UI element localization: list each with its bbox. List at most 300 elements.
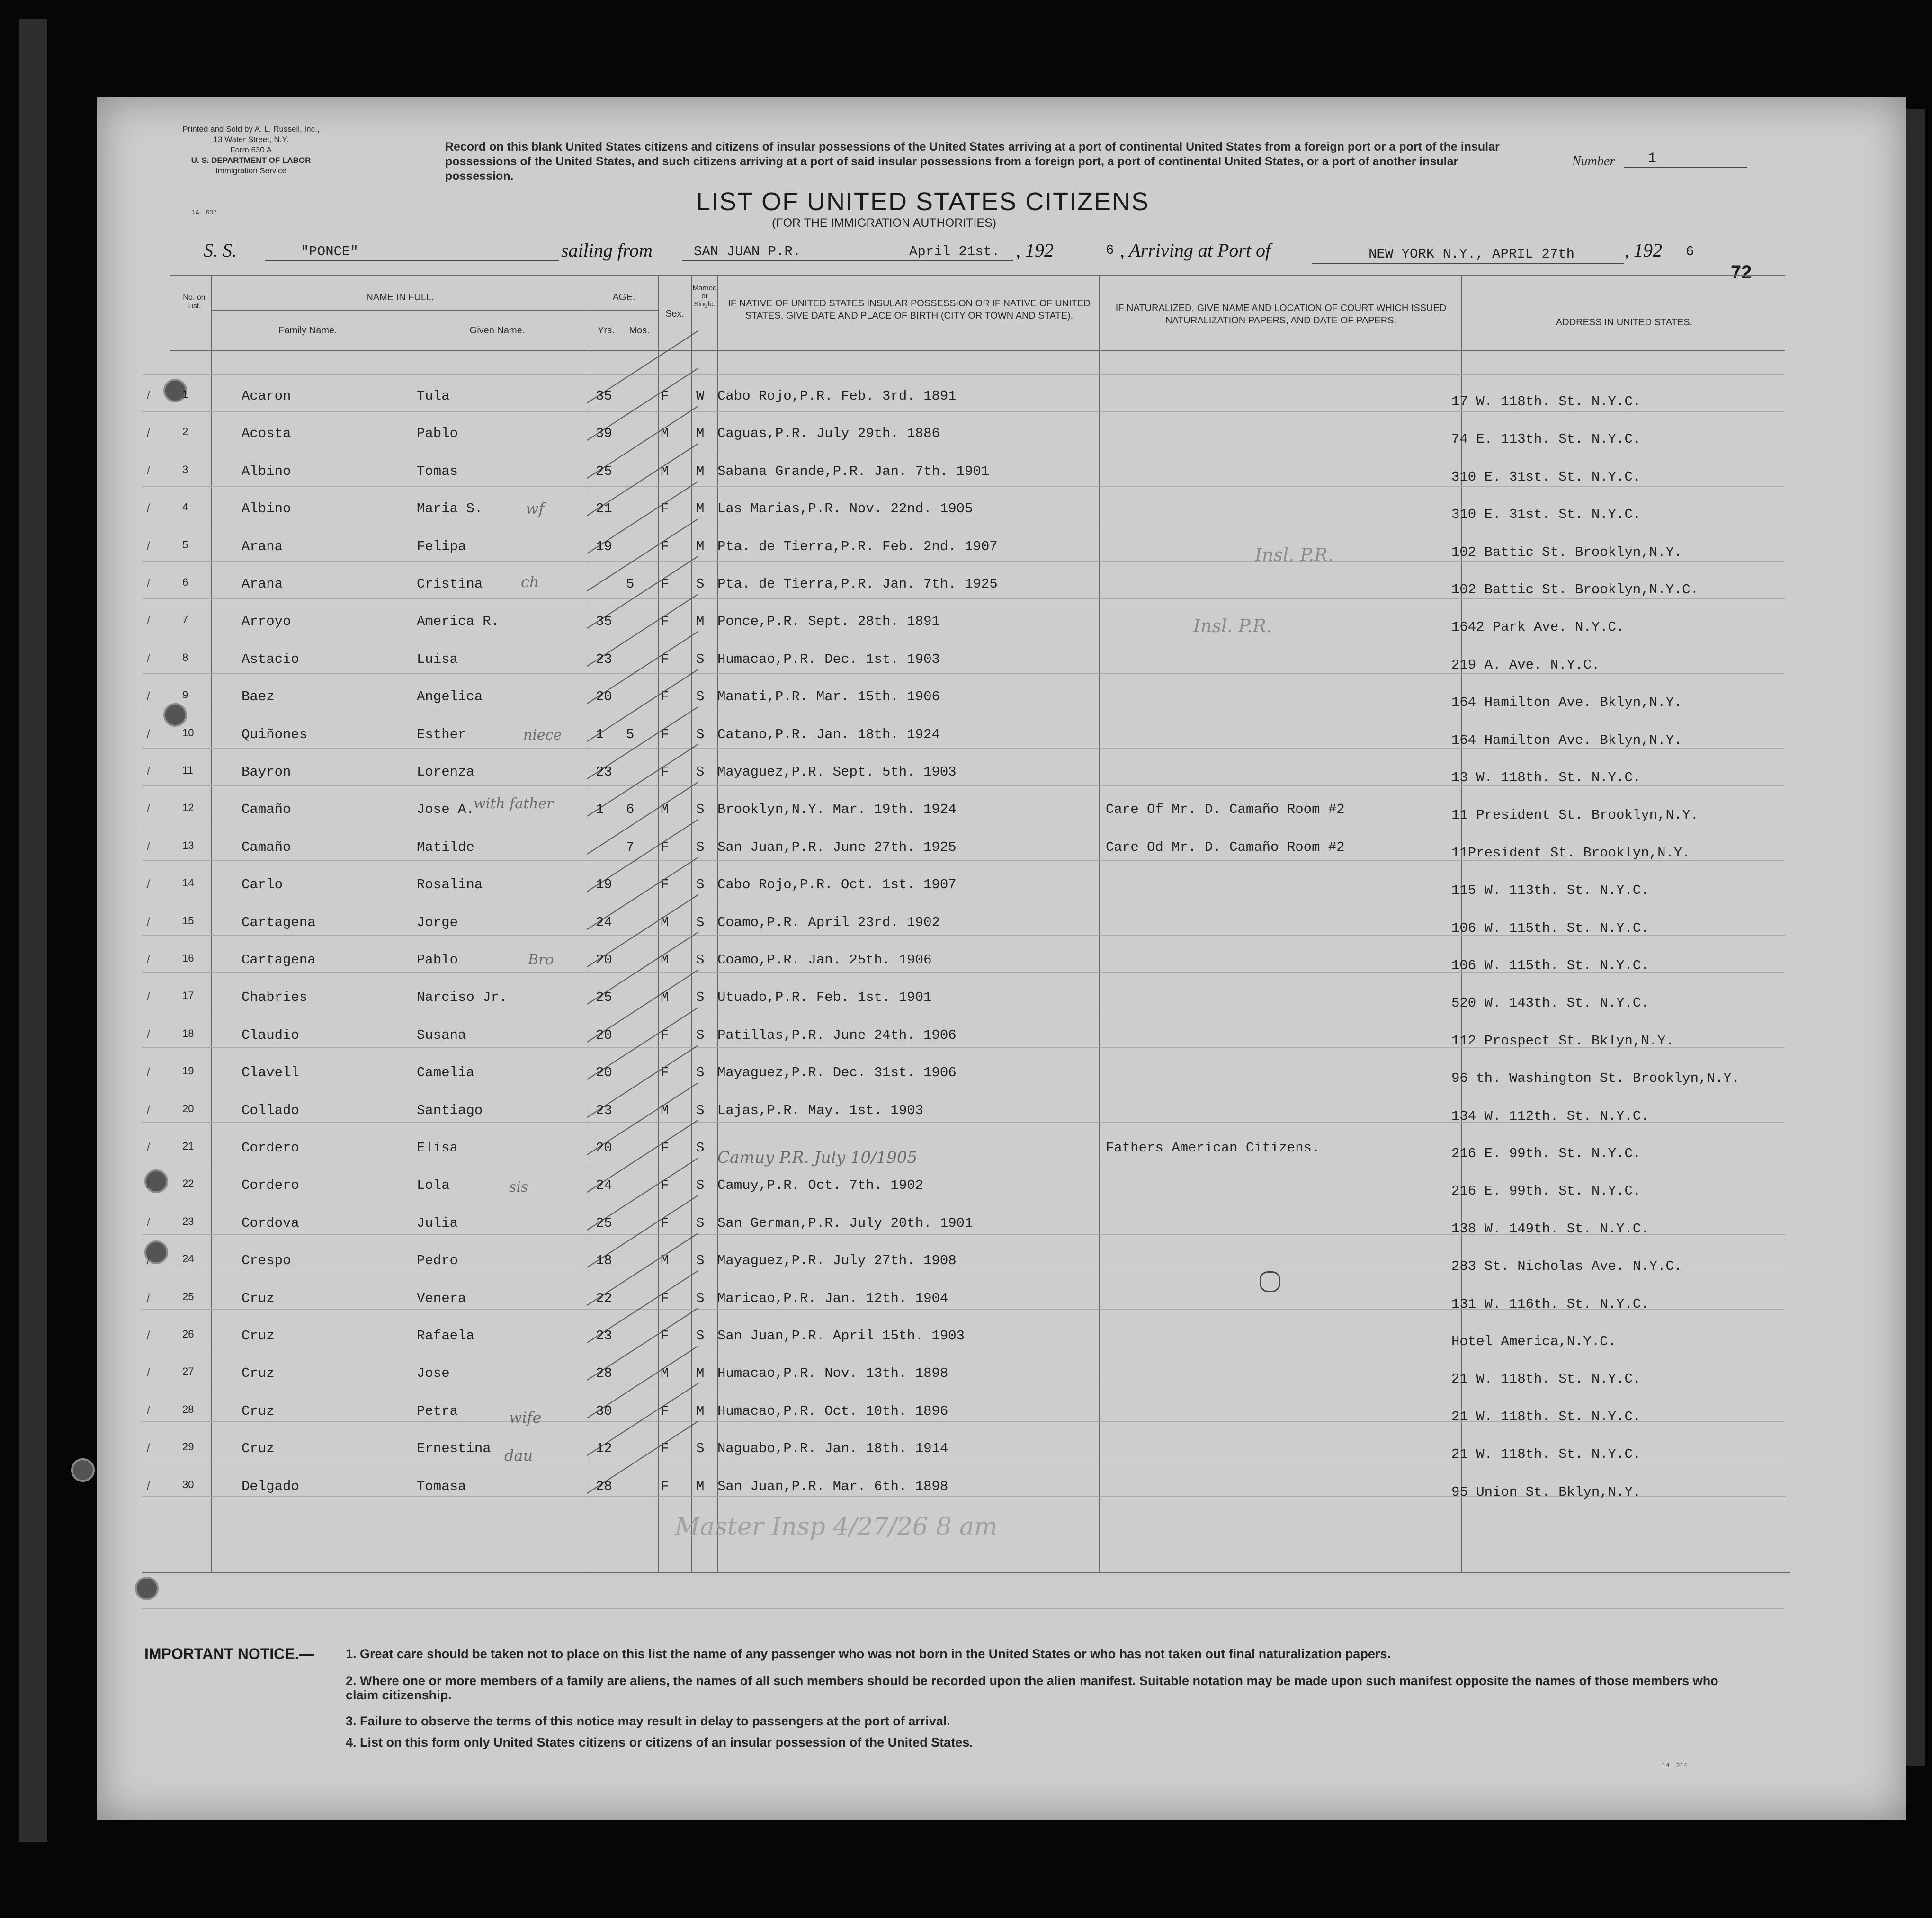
name-subheader-rule <box>211 310 590 311</box>
us-address: 134 W. 112th. St. N.Y.C. <box>1451 1108 1649 1124</box>
family-name: Clavell <box>242 1065 299 1081</box>
age-years: 20 <box>596 1027 612 1043</box>
marital-status: M <box>696 614 705 630</box>
age-years: 1 <box>596 726 604 742</box>
notice-item: 3. Failure to observe the terms of this notice may result in delay to passengers at the port of arrival. <box>346 1714 950 1728</box>
age-years: 20 <box>596 1065 612 1081</box>
check-mark: / <box>147 1066 150 1079</box>
check-mark: / <box>147 953 150 966</box>
birth-place-date: Manati,P.R. Mar. 15th. 1906 <box>717 689 940 705</box>
given-name: Tomasa <box>417 1478 466 1494</box>
sex: F <box>661 651 669 667</box>
row-number: 6 <box>182 576 188 588</box>
ruled-line <box>142 785 1785 786</box>
family-name: Cordova <box>242 1215 299 1231</box>
check-mark: / <box>147 389 150 402</box>
age-months: 6 <box>626 802 635 818</box>
col-divider <box>211 275 212 1572</box>
header-bottom-rule <box>170 350 1785 351</box>
punch-hole <box>71 1458 95 1482</box>
us-address: 21 W. 118th. St. N.Y.C. <box>1451 1446 1641 1463</box>
sex: M <box>661 426 669 442</box>
adjacent-page-left-edge <box>19 19 47 1842</box>
given-name: Elisa <box>417 1140 458 1156</box>
page-number: 72 <box>1731 262 1752 283</box>
birth-place-date: San Juan,P.R. June 27th. 1925 <box>717 839 957 855</box>
age-years: 19 <box>596 877 612 893</box>
row-number: 18 <box>182 1027 194 1039</box>
given-name: Rosalina <box>417 877 483 893</box>
marital-status: S <box>696 726 705 742</box>
check-mark: / <box>147 1404 150 1417</box>
family-name: Chabries <box>242 990 308 1006</box>
ruled-line <box>142 486 1785 487</box>
sex: F <box>661 1403 669 1419</box>
marital-status: M <box>696 1403 705 1419</box>
us-address: 219 A. Ave. N.Y.C. <box>1451 657 1600 673</box>
punch-hole <box>163 703 187 727</box>
marital-status: S <box>696 1027 705 1043</box>
birth-place-date: Mayaguez,P.R. July 27th. 1908 <box>717 1253 957 1269</box>
sex: F <box>661 1065 669 1081</box>
col-header-address: ADDRESS IN UNITED STATES. <box>1556 317 1693 328</box>
row-number: 4 <box>182 501 188 513</box>
family-name: Delgado <box>242 1478 299 1494</box>
birth-place-date: Lajas,P.R. May. 1st. 1903 <box>717 1102 924 1118</box>
age-years: 23 <box>596 651 612 667</box>
birth-place-date: Pta. de Tierra,P.R. Feb. 2nd. 1907 <box>717 538 998 554</box>
sex: F <box>661 1290 669 1306</box>
family-name: Albino <box>242 463 291 479</box>
handwritten-relation: wf <box>526 500 545 517</box>
col-header-yrs: Yrs. <box>598 325 615 336</box>
sex: M <box>661 1253 669 1269</box>
row-number: 17 <box>182 990 194 1002</box>
ruled-line <box>142 411 1785 412</box>
birth-place-date: San Juan,P.R. Mar. 6th. 1898 <box>717 1478 948 1494</box>
check-mark: / <box>147 1216 150 1229</box>
marital-status: S <box>696 839 705 855</box>
check-mark: / <box>147 1329 150 1342</box>
birth-place-date: Cabo Rojo,P.R. Oct. 1st. 1907 <box>717 877 957 893</box>
birth-place-date: Maricao,P.R. Jan. 12th. 1904 <box>717 1290 948 1306</box>
col-header-no: No. on List. <box>183 294 206 310</box>
age-years: 22 <box>596 1290 612 1306</box>
notice-item: 2. Where one or more members of a family are aliens, the names of all such members should be recorded upon the alien manifest. Suitable notation may be made upon such manifest opposite the names of those members who claim citizenship. <box>346 1674 1718 1702</box>
us-address: 106 W. 115th. St. N.Y.C. <box>1451 920 1649 936</box>
marital-status: S <box>696 802 705 818</box>
col-header-married: Married or Single. <box>692 284 717 308</box>
marital-status: S <box>696 764 705 780</box>
marital-status: S <box>696 576 705 592</box>
marital-status: S <box>696 689 705 705</box>
given-name: Jose <box>417 1365 450 1382</box>
family-name: Arana <box>242 538 283 554</box>
given-name: Camelia <box>417 1065 474 1081</box>
table-bottom-rule <box>142 1572 1790 1573</box>
age-months: 5 <box>626 576 635 592</box>
birth-place-date: Humacao,P.R. Oct. 10th. 1896 <box>717 1403 948 1419</box>
col-header-naturalized: IF NATURALIZED, GIVE NAME AND LOCATION OF COURT WHICH ISSUED NATURALIZATION PAPERS, AND DATE OF PAPERS. <box>1115 303 1447 326</box>
us-address: 11 President St. Brooklyn,N.Y. <box>1451 807 1699 823</box>
family-name: Cruz <box>242 1441 275 1457</box>
age-years: 28 <box>596 1365 612 1382</box>
age-years: 23 <box>596 764 612 780</box>
marital-status: S <box>696 990 705 1006</box>
age-years: 35 <box>596 614 612 630</box>
sailing-label: sailing from <box>561 240 653 261</box>
us-address: 74 E. 113th. St. N.Y.C. <box>1451 431 1641 447</box>
check-mark: / <box>147 1366 150 1380</box>
age-years: 35 <box>596 388 612 404</box>
check-mark: / <box>147 502 150 515</box>
col-divider <box>691 275 692 1572</box>
check-mark: / <box>147 652 150 665</box>
age-years: 12 <box>596 1441 612 1457</box>
us-address: 112 Prospect St. Bklyn,N.Y. <box>1451 1033 1674 1049</box>
family-name: Acaron <box>242 388 291 404</box>
ship-underline <box>265 260 559 261</box>
row-number: 3 <box>182 463 188 475</box>
check-mark: / <box>147 1028 150 1041</box>
check-mark: / <box>147 840 150 853</box>
family-name: Quiñones <box>242 726 308 742</box>
row-number: 20 <box>182 1102 194 1115</box>
row-number: 16 <box>182 952 194 964</box>
sex: F <box>661 1478 669 1494</box>
check-mark: / <box>147 1178 150 1192</box>
form-code-bottom: 14—214 <box>1662 1761 1687 1769</box>
given-name: Rafaela <box>417 1328 474 1344</box>
row-number: 11 <box>182 764 193 776</box>
handwritten-relation: Bro <box>528 952 554 968</box>
check-mark: / <box>147 1141 150 1154</box>
punch-hole <box>135 1577 159 1600</box>
sex: F <box>661 726 669 742</box>
sex: F <box>661 1140 669 1156</box>
given-name: Petra <box>417 1403 458 1419</box>
col-header-given: Given Name. <box>469 325 525 336</box>
age-years: 19 <box>596 538 612 554</box>
birth-place-date: Utuado,P.R. Feb. 1st. 1901 <box>717 990 932 1006</box>
us-address: 115 W. 113th. St. N.Y.C. <box>1451 883 1649 899</box>
us-address: 102 Battic St. Brooklyn,N.Y.C. <box>1451 582 1699 598</box>
marital-status: S <box>696 1140 705 1156</box>
birth-place-date: Cabo Rojo,P.R. Feb. 3rd. 1891 <box>717 388 957 404</box>
list-number: 1 <box>1648 151 1657 167</box>
handwritten-insular-note: Insl. P.R. <box>1255 544 1333 565</box>
row-number: 1 <box>182 388 188 400</box>
marital-status: S <box>696 1290 705 1306</box>
inspector-stamp: Master Insp 4/27/26 8 am <box>675 1513 998 1541</box>
marital-status: S <box>696 1441 705 1457</box>
check-mark: / <box>147 1479 150 1492</box>
check-mark: / <box>147 1442 150 1455</box>
family-name: Camaño <box>242 802 291 818</box>
given-name: Venera <box>417 1290 466 1306</box>
arrival-port-date: NEW YORK N.Y., APRIL 27th <box>1368 246 1575 262</box>
birth-place-date: Brooklyn,N.Y. Mar. 19th. 1924 <box>717 802 957 818</box>
sex: F <box>661 764 669 780</box>
us-address: 95 Union St. Bklyn,N.Y. <box>1451 1484 1641 1500</box>
birth-place-date: Catano,P.R. Jan. 18th. 1924 <box>717 726 940 742</box>
check-mark: / <box>147 765 150 778</box>
birth-place-date: Mayaguez,P.R. Sept. 5th. 1903 <box>717 764 957 780</box>
marital-status: S <box>696 1253 705 1269</box>
age-years: 1 <box>596 802 604 818</box>
row-number: 25 <box>182 1290 194 1302</box>
col-header-mos: Mos. <box>629 325 650 336</box>
us-address: 11President St. Brooklyn,N.Y. <box>1451 845 1690 861</box>
given-name: Susana <box>417 1027 466 1043</box>
family-name: Cruz <box>242 1403 275 1419</box>
col-header-sex: Sex. <box>665 309 685 319</box>
age-years: 18 <box>596 1253 612 1269</box>
arrival-underline <box>1312 263 1624 264</box>
record-instructions: Record on this blank United States citizens and citizens of insular possessions of the United States arriving at a port of continental United States from a foreign port or a port of the insular possessions of the United States, and such citizens arriving at a port of said insular possessions from a foreign port, a port of continental United States, or a port of another insular possession. <box>445 140 1500 183</box>
age-years: 20 <box>596 1140 612 1156</box>
age-years: 28 <box>596 1478 612 1494</box>
birth-place-date: Coamo,P.R. April 23rd. 1902 <box>717 914 940 930</box>
sex: M <box>661 990 669 1006</box>
row-number: 5 <box>182 538 188 551</box>
row-number: 29 <box>182 1441 194 1453</box>
us-address: 13 W. 118th. St. N.Y.C. <box>1451 770 1641 785</box>
family-name: Cordero <box>242 1140 299 1156</box>
row-number: 2 <box>182 426 188 438</box>
sex: F <box>661 1441 669 1457</box>
row-number: 26 <box>182 1328 194 1340</box>
naturalization-info: Fathers American Citizens. <box>1106 1140 1320 1156</box>
publisher-line: 13 Water Street, N.Y. <box>213 135 289 144</box>
marital-status: M <box>696 501 705 517</box>
row-number: 10 <box>182 726 194 739</box>
publisher-line: Form 630 A <box>230 145 272 154</box>
row-number: 13 <box>182 839 194 851</box>
given-name: Cristina <box>417 576 483 592</box>
birth-place-date: Sabana Grande,P.R. Jan. 7th. 1901 <box>717 463 990 479</box>
marital-status: W <box>696 388 705 404</box>
row-number: 14 <box>182 877 194 889</box>
sex: M <box>661 914 669 930</box>
sex: M <box>661 1365 669 1382</box>
sex: F <box>661 877 669 893</box>
ss-label: S. S. <box>204 240 237 261</box>
notice-item: 4. List on this form only United States citizens or citizens of an insular possession of the United States. <box>346 1735 973 1749</box>
age-months: 5 <box>626 726 635 742</box>
marital-status: S <box>696 1102 705 1118</box>
birth-place-date: Ponce,P.R. Sept. 28th. 1891 <box>717 614 940 630</box>
us-address: 1642 Park Ave. N.Y.C. <box>1451 619 1625 635</box>
family-name: Cartagena <box>242 952 316 968</box>
birth-place-date: Pta. de Tierra,P.R. Jan. 7th. 1925 <box>717 576 998 592</box>
family-name: Arroyo <box>242 614 291 630</box>
col-header-age: AGE. <box>612 292 635 303</box>
family-name: Baez <box>242 689 275 705</box>
birth-place-date: Naguabo,P.R. Jan. 18th. 1914 <box>717 1441 948 1457</box>
sex: F <box>661 576 669 592</box>
row-number: 30 <box>182 1478 194 1490</box>
age-years: 23 <box>596 1328 612 1344</box>
given-name: Felipa <box>417 538 466 554</box>
sex: F <box>661 1178 669 1194</box>
family-name: Claudio <box>242 1027 299 1043</box>
arriving-label: , Arriving at Port of <box>1120 240 1271 261</box>
marital-status: S <box>696 1178 705 1194</box>
given-name: Tomas <box>417 463 458 479</box>
sex: F <box>661 1215 669 1231</box>
given-name: Pablo <box>417 426 458 442</box>
family-name: Carlo <box>242 877 283 893</box>
publisher-line: Immigration Service <box>215 166 287 175</box>
number-underline <box>1624 167 1747 168</box>
ruled-line <box>142 673 1785 674</box>
age-years: 23 <box>596 1102 612 1118</box>
age-years: 30 <box>596 1403 612 1419</box>
age-years: 25 <box>596 463 612 479</box>
sex: F <box>661 614 669 630</box>
us-address: 310 E. 31st. St. N.Y.C. <box>1451 507 1641 523</box>
sex: M <box>661 802 669 818</box>
ruled-line <box>142 598 1785 599</box>
sex: F <box>661 538 669 554</box>
us-address: 164 Hamilton Ave. Bklyn,N.Y. <box>1451 695 1682 711</box>
us-address: 96 th. Washington St. Brooklyn,N.Y. <box>1451 1071 1740 1087</box>
table-top-rule <box>170 275 1785 276</box>
given-name: Pablo <box>417 952 458 968</box>
given-name: Jorge <box>417 914 458 930</box>
given-name: Esther <box>417 726 466 742</box>
age-years: 25 <box>596 990 612 1006</box>
row-number: 15 <box>182 914 194 927</box>
sex: F <box>661 388 669 404</box>
age-years: 24 <box>596 914 612 930</box>
check-mark: / <box>147 915 150 928</box>
given-name: Pedro <box>417 1253 458 1269</box>
us-address: 138 W. 149th. St. N.Y.C. <box>1451 1221 1649 1237</box>
row-number: 21 <box>182 1140 194 1152</box>
sex: F <box>661 689 669 705</box>
check-mark: / <box>147 1103 150 1116</box>
birth-place-date: San Juan,P.R. April 15th. 1903 <box>717 1328 965 1344</box>
marital-status: S <box>696 1065 705 1081</box>
birth-place-date: Humacao,P.R. Dec. 1st. 1903 <box>717 651 940 667</box>
family-name: Bayron <box>242 764 291 780</box>
birth-place-date: Humacao,P.R. Nov. 13th. 1898 <box>717 1365 948 1382</box>
check-mark: / <box>147 427 150 440</box>
publisher-block <box>170 124 331 176</box>
us-address: 164 Hamilton Ave. Bklyn,N.Y. <box>1451 732 1682 748</box>
us-address: 216 E. 99th. St. N.Y.C. <box>1451 1183 1641 1199</box>
age-years: 39 <box>596 426 612 442</box>
publisher-line: U. S. DEPARTMENT OF LABOR <box>191 156 311 165</box>
sex: M <box>661 952 669 968</box>
family-name: Cordero <box>242 1178 299 1194</box>
birth-place-date: Las Marias,P.R. Nov. 22nd. 1905 <box>717 501 973 517</box>
given-name: Angelica <box>417 689 483 705</box>
us-address: 17 W. 118th. St. N.Y.C. <box>1451 394 1641 410</box>
us-address: 216 E. 99th. St. N.Y.C. <box>1451 1146 1641 1161</box>
sex: F <box>661 1027 669 1043</box>
given-name: Ernestina <box>417 1441 491 1457</box>
ship-name: "PONCE" <box>301 244 358 259</box>
marital-status: S <box>696 877 705 893</box>
check-mark: / <box>147 878 150 891</box>
given-name: Lorenza <box>417 764 474 780</box>
us-address: 310 E. 31st. St. N.Y.C. <box>1451 469 1641 485</box>
ruled-line <box>142 374 1785 375</box>
given-name: Julia <box>417 1215 458 1231</box>
row-number: 8 <box>182 651 188 663</box>
sex: F <box>661 1328 669 1344</box>
naturalization-info: Care Od Mr. D. Camaño Room #2 <box>1106 839 1345 855</box>
check-mark: / <box>147 803 150 816</box>
given-name: Matilde <box>417 839 474 855</box>
family-name: Arana <box>242 576 283 592</box>
marital-status: S <box>696 651 705 667</box>
marital-status: M <box>696 426 705 442</box>
us-address: 283 St. Nicholas Ave. N.Y.C. <box>1451 1258 1682 1275</box>
birth-place-date: San German,P.R. July 20th. 1901 <box>717 1215 973 1231</box>
age-years: 21 <box>596 501 612 517</box>
birth-place-date: Caguas,P.R. July 29th. 1886 <box>717 426 940 442</box>
birth-place-date: Mayaguez,P.R. Dec. 31st. 1906 <box>717 1065 957 1081</box>
sex: F <box>661 501 669 517</box>
given-name: Lola <box>417 1178 450 1194</box>
row-number: 12 <box>182 802 194 814</box>
ink-mark <box>1260 1271 1280 1292</box>
us-address: 106 W. 115th. St. N.Y.C. <box>1451 958 1649 973</box>
family-name: Astacio <box>242 651 299 667</box>
given-name: Jose A. <box>417 802 474 818</box>
family-name: Albino <box>242 501 291 517</box>
age-years: 20 <box>596 689 612 705</box>
us-address: 520 W. 143th. St. N.Y.C. <box>1451 995 1649 1011</box>
family-name: Cruz <box>242 1328 275 1344</box>
departure-year-digit: 6 <box>1106 242 1114 258</box>
marital-status: M <box>696 1365 705 1382</box>
departure-underline <box>682 260 1013 261</box>
col-divider <box>1099 275 1100 1572</box>
row-number: 27 <box>182 1365 194 1378</box>
page-title: LIST OF UNITED STATES CITIZENS <box>696 187 1150 216</box>
departure-date: April 21st. <box>909 244 1000 259</box>
check-mark: / <box>147 615 150 628</box>
check-mark: / <box>147 690 150 703</box>
marital-status: S <box>696 1328 705 1344</box>
row-number: 28 <box>182 1403 194 1415</box>
birth-place-date: Coamo,P.R. Jan. 25th. 1906 <box>717 952 932 968</box>
us-address: 102 Battic St. Brooklyn,N.Y. <box>1451 544 1682 560</box>
marital-status: M <box>696 538 705 554</box>
row-number: 22 <box>182 1178 194 1190</box>
marital-status: S <box>696 952 705 968</box>
sex: M <box>661 1102 669 1118</box>
arrival-year-digit: 6 <box>1686 244 1694 259</box>
form-code-top: 14—607 <box>192 208 217 216</box>
row-number: 19 <box>182 1065 194 1077</box>
family-name: Cruz <box>242 1365 275 1382</box>
ruled-line <box>142 748 1785 749</box>
col-header-family: Family Name. <box>278 325 337 336</box>
marital-status: S <box>696 1215 705 1231</box>
us-address: 131 W. 116th. St. N.Y.C. <box>1451 1296 1649 1312</box>
age-years: 25 <box>596 1215 612 1231</box>
year-prefix: , 192 <box>1624 240 1662 261</box>
family-name: Camaño <box>242 839 291 855</box>
marital-status: M <box>696 463 705 479</box>
sex: F <box>661 839 669 855</box>
